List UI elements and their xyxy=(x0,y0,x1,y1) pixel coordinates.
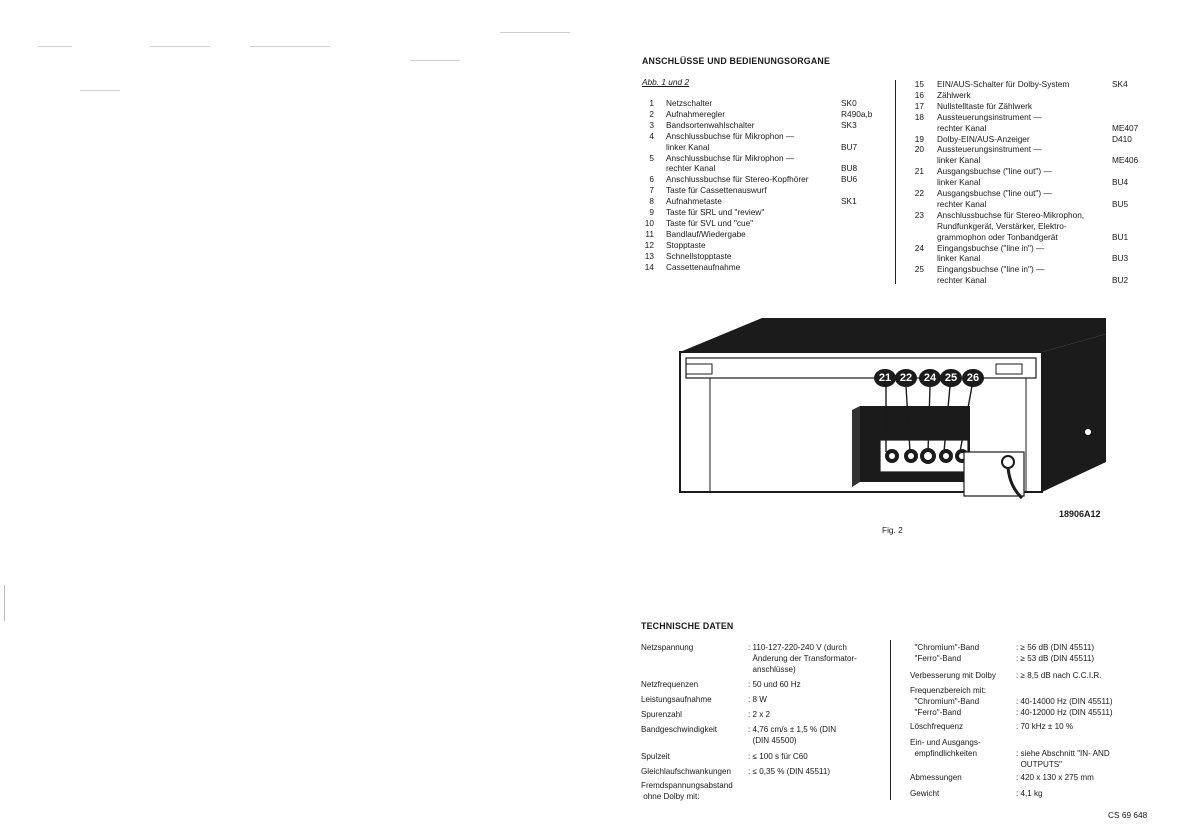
item-code: BU3 xyxy=(1112,253,1129,264)
item-number: 12 xyxy=(644,239,654,250)
tech-divider xyxy=(890,640,891,800)
item-label: Zählwerk xyxy=(937,89,971,100)
spec-label: "Chromium"-Band "Ferro"-Band xyxy=(914,643,980,663)
column-divider xyxy=(895,80,896,284)
item-label: Taste für SVL und "cue" xyxy=(666,217,754,228)
item-code: BU4 xyxy=(1112,177,1129,188)
item-label: Anschlussbuchse für Stereo-Kopfhörer xyxy=(666,174,809,185)
section-heading: ANSCHLÜSSE UND BEDIENUNGSORGANE xyxy=(642,56,831,66)
spec-label: Gewicht xyxy=(910,789,940,798)
spec-value: : 8 W xyxy=(748,695,767,704)
item-number: 7 xyxy=(649,185,654,196)
spec-value: : siehe Abschnitt "IN- AND OUTPUTS" xyxy=(1016,748,1110,769)
item-number: 13 xyxy=(644,250,654,261)
callout-badge: 26 xyxy=(962,369,984,387)
item-code: SK1 xyxy=(841,196,857,207)
item-number: 18 xyxy=(914,111,924,122)
item-number: 14 xyxy=(644,261,654,272)
item-number: 5 xyxy=(649,152,654,163)
item-number: 16 xyxy=(914,89,924,100)
item-label: Aussteuerungsinstrument — xyxy=(937,144,1042,155)
item-number: 15 xyxy=(914,79,924,89)
callout-badge: 25 xyxy=(940,369,962,387)
item-code: BU1 xyxy=(1112,231,1129,242)
item-label: rechter Kanal xyxy=(666,163,716,174)
item-number: 19 xyxy=(914,133,924,144)
scan-artifact xyxy=(500,32,570,33)
item-label: Anschlussbuchse für Mikrophon — xyxy=(666,130,795,141)
item-code: R490a,b xyxy=(841,108,873,119)
spec-value: : 50 und 60 Hz xyxy=(748,680,801,689)
item-code: SK3 xyxy=(841,119,857,130)
item-number: 17 xyxy=(914,100,924,111)
spec-label: Netzfrequenzen xyxy=(641,680,699,689)
spec-value: : 4,1 kg xyxy=(1016,789,1043,798)
spec-label: Löschfrequenz xyxy=(910,722,964,731)
item-code: BU6 xyxy=(841,174,858,185)
item-label: Ausgangsbuchse ("line out") — xyxy=(937,166,1052,177)
item-number: 25 xyxy=(914,264,924,275)
item-label: Ausgangsbuchse ("line out") — xyxy=(937,188,1052,198)
spec-label: Verbesserung mit Dolby xyxy=(910,671,996,680)
item-label: Stopptaste xyxy=(666,239,706,250)
item-label: Cassettenaufnahme xyxy=(666,261,741,272)
spec-value: : 420 x 130 x 275 mm xyxy=(1016,773,1094,782)
spec-label: Leistungsaufnahme xyxy=(641,695,712,704)
spec-label: Frequenzbereich mit: "Chromium"-Band "Ferro"-Band xyxy=(910,686,987,717)
spec-label: Spurenzahl xyxy=(641,710,682,719)
item-number: 3 xyxy=(649,119,654,130)
item-label: Aussteuerungsinstrument — xyxy=(937,111,1042,122)
scan-artifact xyxy=(410,60,460,61)
deck-rear-illustration xyxy=(670,312,1110,502)
item-label: linker Kanal xyxy=(937,177,981,188)
item-label: Aufnahmeregler xyxy=(666,108,726,119)
item-number: 22 xyxy=(914,188,924,198)
item-number: 21 xyxy=(914,166,924,177)
item-number: 20 xyxy=(914,144,924,155)
item-label: rechter Kanal xyxy=(937,275,987,286)
scan-artifact xyxy=(250,46,330,47)
item-label: Schnellstopptaste xyxy=(666,250,732,261)
spec-value: : 110-127-220-240 V (durch Änderung der Transformator- anschlüsse) xyxy=(748,643,857,674)
item-number: 1 xyxy=(649,98,654,108)
callout-badge: 24 xyxy=(919,369,941,387)
item-number: 2 xyxy=(649,108,654,119)
item-label: Nullstelltaste für Zählwerk xyxy=(937,100,1032,111)
spec-label: Gleichlaufschwankungen xyxy=(641,767,731,776)
item-label: linker Kanal xyxy=(937,253,981,264)
item-label: linker Kanal xyxy=(666,141,710,152)
item-code: ME407 xyxy=(1112,122,1139,133)
spec-label: Netzspannung xyxy=(641,643,694,652)
callout-badge: 22 xyxy=(895,369,917,387)
item-label: Bandsortenwahlschalter xyxy=(666,119,755,130)
item-label: Taste für Cassettenauswurf xyxy=(666,185,767,196)
document-code: CS 69 648 xyxy=(1108,810,1148,820)
scan-artifact xyxy=(38,46,72,47)
item-label: Dolby-EIN/AUS-Anzeiger xyxy=(937,133,1030,144)
item-label: Eingangsbuchse ("line in") — xyxy=(937,242,1045,253)
item-label: Rundfunkgerät, Verstärker, Elektro- xyxy=(937,220,1067,231)
item-number: 11 xyxy=(645,228,654,239)
item-label: Aufnahmetaste xyxy=(666,196,722,207)
tech-data-heading: TECHNISCHE DATEN xyxy=(641,621,734,631)
item-code: BU7 xyxy=(841,141,858,152)
item-number: 6 xyxy=(649,174,654,185)
item-label: linker Kanal xyxy=(937,155,981,166)
item-label: Taste für SRL und "review" xyxy=(666,207,765,217)
scan-artifact xyxy=(80,90,120,91)
callout-badge: 21 xyxy=(874,369,896,387)
spec-value: : 2 x 2 xyxy=(748,710,771,719)
spec-label: Abmessungen xyxy=(910,773,962,782)
item-label: EIN/AUS-Schalter für Dolby-System xyxy=(937,79,1070,89)
item-label: Netzschalter xyxy=(666,98,713,108)
spec-value: : ≤ 0,35 % (DIN 45511) xyxy=(748,767,831,776)
item-code: SK4 xyxy=(1112,79,1128,89)
figure-code: 18906A12 xyxy=(1059,509,1101,519)
item-number: 24 xyxy=(914,242,924,253)
spec-label: Ein- und Ausgangs- empfindlichkeiten xyxy=(910,738,981,758)
item-code: BU8 xyxy=(841,163,858,174)
spec-value: : ≥ 8,5 dB nach C.C.I.R. xyxy=(1016,671,1102,680)
item-label: rechter Kanal xyxy=(937,122,987,133)
scan-edge xyxy=(4,585,5,621)
spec-value: : ≥ 56 dB (DIN 45511) : ≥ 53 dB (DIN 45511) xyxy=(1016,643,1095,663)
item-label: Anschlussbuchse für Mikrophon — xyxy=(666,152,795,163)
item-code: SK0 xyxy=(841,98,857,108)
item-label: grammophon oder Tonbandgerät xyxy=(937,231,1058,242)
item-code: BU5 xyxy=(1112,198,1129,209)
item-number: 9 xyxy=(649,207,654,217)
spec-value: : ≤ 100 s für C60 xyxy=(748,752,808,761)
figure-reference: Abb. 1 und 2 xyxy=(642,77,690,87)
spec-value: : 70 kHz ± 10 % xyxy=(1016,722,1074,731)
item-code: BU2 xyxy=(1112,275,1129,286)
item-label: Bandlauf/Wiedergabe xyxy=(666,228,746,239)
spec-label: Fremdspannungsabstand ohne Dolby mit: xyxy=(641,781,733,801)
spec-label: Spulzeit xyxy=(641,752,670,761)
item-label: Eingangsbuchse ("line in") — xyxy=(937,264,1045,275)
item-code: D410 xyxy=(1112,133,1132,144)
spec-value: : 40-14000 Hz (DIN 45511) : 40-12000 Hz (DIN 45511) xyxy=(1016,696,1113,717)
spec-label: Bandgeschwindigkeit xyxy=(641,725,718,734)
item-number: 10 xyxy=(644,217,654,228)
item-label: Anschlussbuchse für Stereo-Mikrophon, xyxy=(937,209,1085,220)
spec-value: : 4,76 cm/s ± 1,5 % (DIN (DIN 45500) xyxy=(748,725,837,745)
item-number: 23 xyxy=(914,209,924,220)
item-label: rechter Kanal xyxy=(937,198,987,209)
item-number: 8 xyxy=(649,196,654,207)
item-code: ME406 xyxy=(1112,155,1139,166)
figure-caption: Fig. 2 xyxy=(882,525,903,535)
scan-artifact xyxy=(150,46,210,47)
item-number: 4 xyxy=(649,130,654,141)
